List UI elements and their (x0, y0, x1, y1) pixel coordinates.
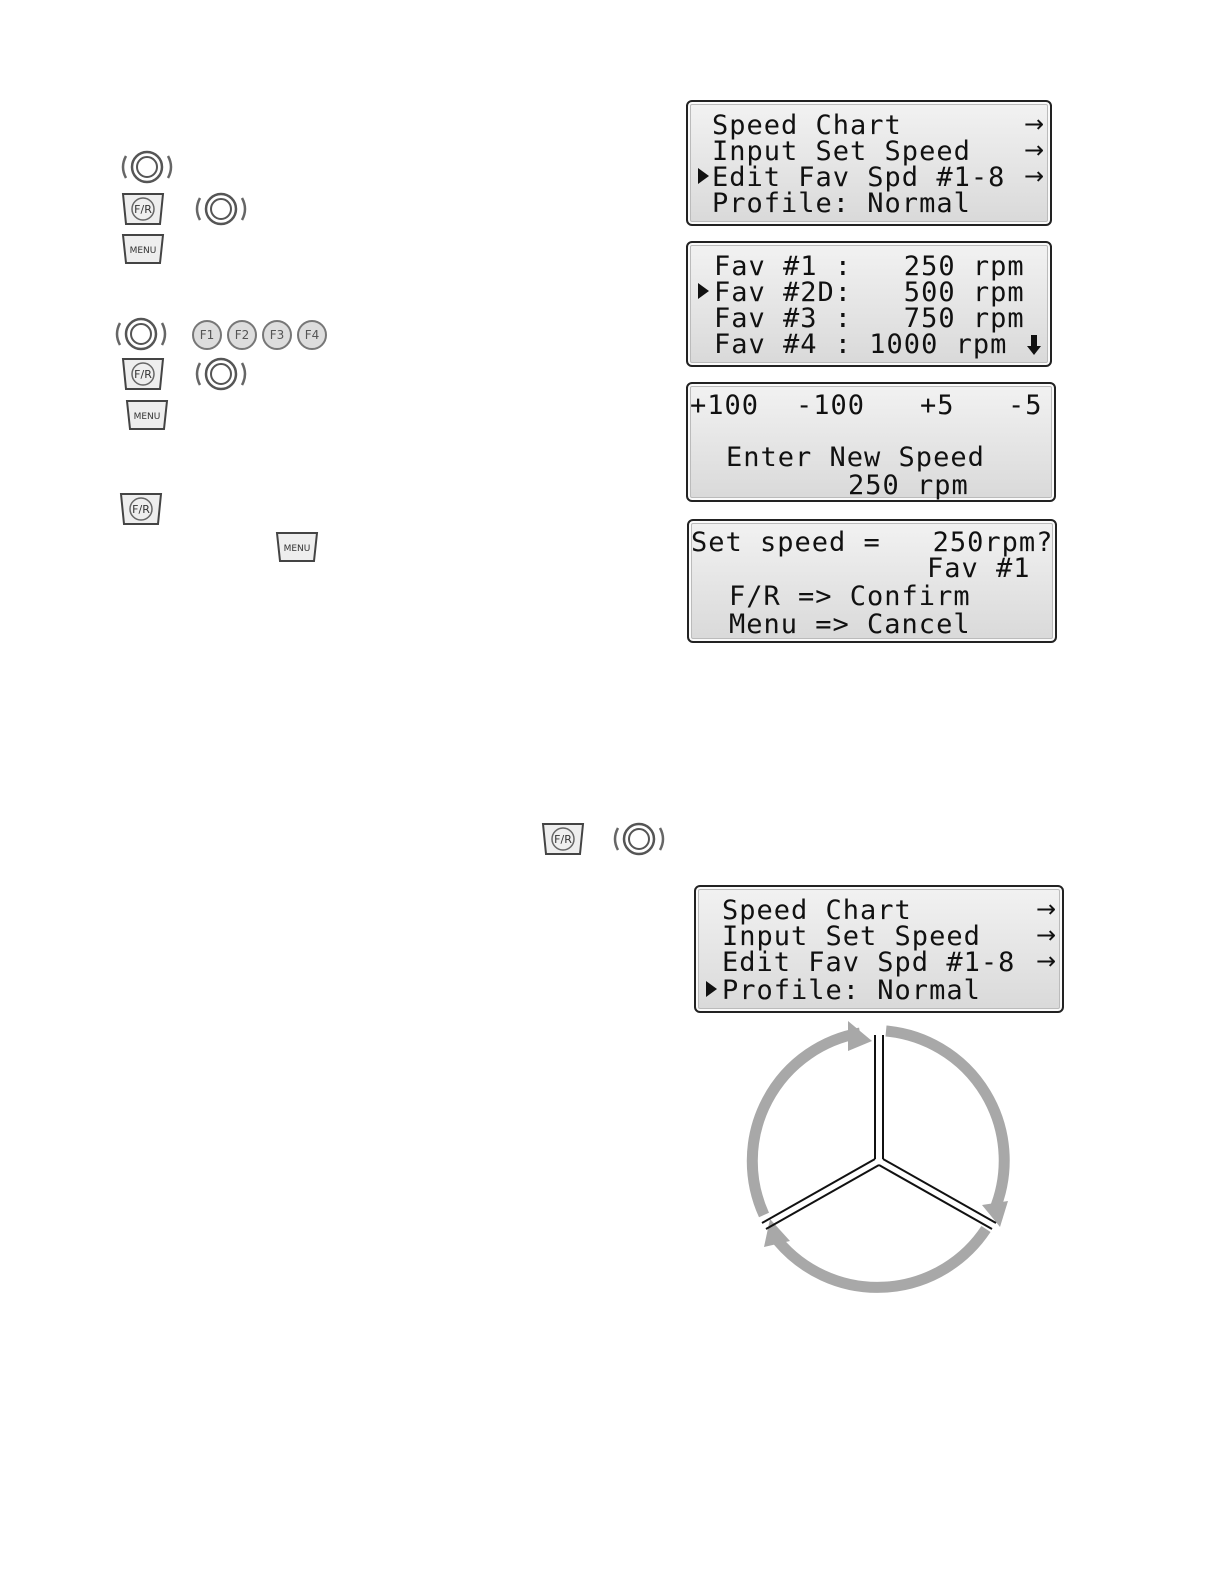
submenu-arrow-icon: → (1036, 921, 1057, 949)
submenu-arrow-icon: → (1036, 947, 1057, 975)
lcd-fav-list (686, 241, 1052, 367)
fr-key-label: F/R (554, 833, 572, 846)
menu-item-speed-chart: Speed Chart (712, 110, 902, 141)
menu-item-speed-chart: Speed Chart (722, 895, 912, 926)
triangle-cursor-icon (706, 981, 717, 997)
lcd-main-menu-profile (694, 885, 1064, 1013)
fr-key-label: F/R (134, 368, 152, 381)
knob-icon (116, 148, 178, 186)
f1-key-label: F1 (199, 328, 215, 342)
cycle-arrowhead-top (848, 1021, 872, 1051)
step-minus-100: -100 (796, 390, 866, 421)
confirm-menu-instruction: Menu => Cancel (729, 609, 971, 640)
knob-icon (190, 190, 252, 228)
knob-icon (190, 355, 252, 393)
menu-item-profile: Profile: Normal (722, 975, 981, 1006)
menu-item-edit-fav-spd: Edit Fav Spd #1-8 (712, 162, 1006, 193)
enter-speed-prompt: Enter New Speed (726, 442, 985, 473)
fav-item-2: Fav #2D: 500 rpm (714, 277, 1025, 308)
f4-key-label: F4 (304, 328, 320, 342)
f3-key-label: F3 (269, 328, 285, 342)
fav-item-4: Fav #4 : 1000 rpm (714, 329, 1008, 360)
confirm-fav-number: Fav #1 (927, 553, 1031, 584)
submenu-arrow-icon: → (1024, 110, 1045, 138)
lcd-enter-speed (686, 382, 1056, 502)
fav-item-1: Fav #1 : 250 rpm (714, 251, 1025, 282)
fr-key-label: F/R (134, 203, 152, 216)
menu-item-input-set-speed: Input Set Speed (712, 136, 971, 167)
fr-key-label: F/R (132, 503, 150, 516)
triangle-cursor-icon (698, 283, 709, 299)
menu-key-icon (274, 530, 320, 564)
step-plus-100: +100 (690, 390, 760, 421)
cycle-arc-right (886, 1031, 1004, 1211)
f2-key-label: F2 (234, 328, 250, 342)
knob-icon (608, 820, 670, 858)
cycle-arc-bottom (778, 1229, 986, 1287)
lcd-main-menu (686, 100, 1052, 226)
menu-key-icon (124, 398, 170, 432)
confirm-set-speed: Set speed = 250rpm? (691, 527, 1054, 558)
step-plus-5: +5 (920, 390, 955, 421)
step-minus-5: -5 (1008, 390, 1043, 421)
submenu-arrow-icon: → (1024, 136, 1045, 164)
menu-key-icon (120, 232, 166, 266)
fav-item-3: Fav #3 : 750 rpm (714, 303, 1025, 334)
submenu-arrow-icon: → (1036, 895, 1057, 923)
enter-speed-value: 250 rpm (848, 470, 969, 501)
menu-item-input-set-speed: Input Set Speed (722, 921, 981, 952)
profile-cycle-diagram (720, 1015, 1040, 1315)
fr-key-icon (120, 190, 166, 228)
fr-key-icon (118, 490, 164, 528)
menu-key-label: MENU (283, 544, 311, 554)
menu-item-edit-fav-spd: Edit Fav Spd #1-8 (722, 947, 1016, 978)
menu-item-profile: Profile: Normal (712, 188, 971, 219)
function-keys-icon (190, 318, 330, 352)
scroll-down-icon (1026, 335, 1042, 357)
cycle-arc-left (752, 1033, 860, 1215)
fr-key-icon (120, 355, 166, 393)
lcd-confirm (687, 519, 1057, 643)
confirm-fr-instruction: F/R => Confirm (729, 581, 971, 612)
triangle-cursor-icon (698, 168, 709, 184)
knob-icon (110, 315, 172, 353)
menu-key-label: MENU (129, 246, 157, 256)
menu-key-label: MENU (133, 412, 161, 422)
fr-key-icon (540, 820, 586, 858)
submenu-arrow-icon: → (1024, 162, 1045, 190)
